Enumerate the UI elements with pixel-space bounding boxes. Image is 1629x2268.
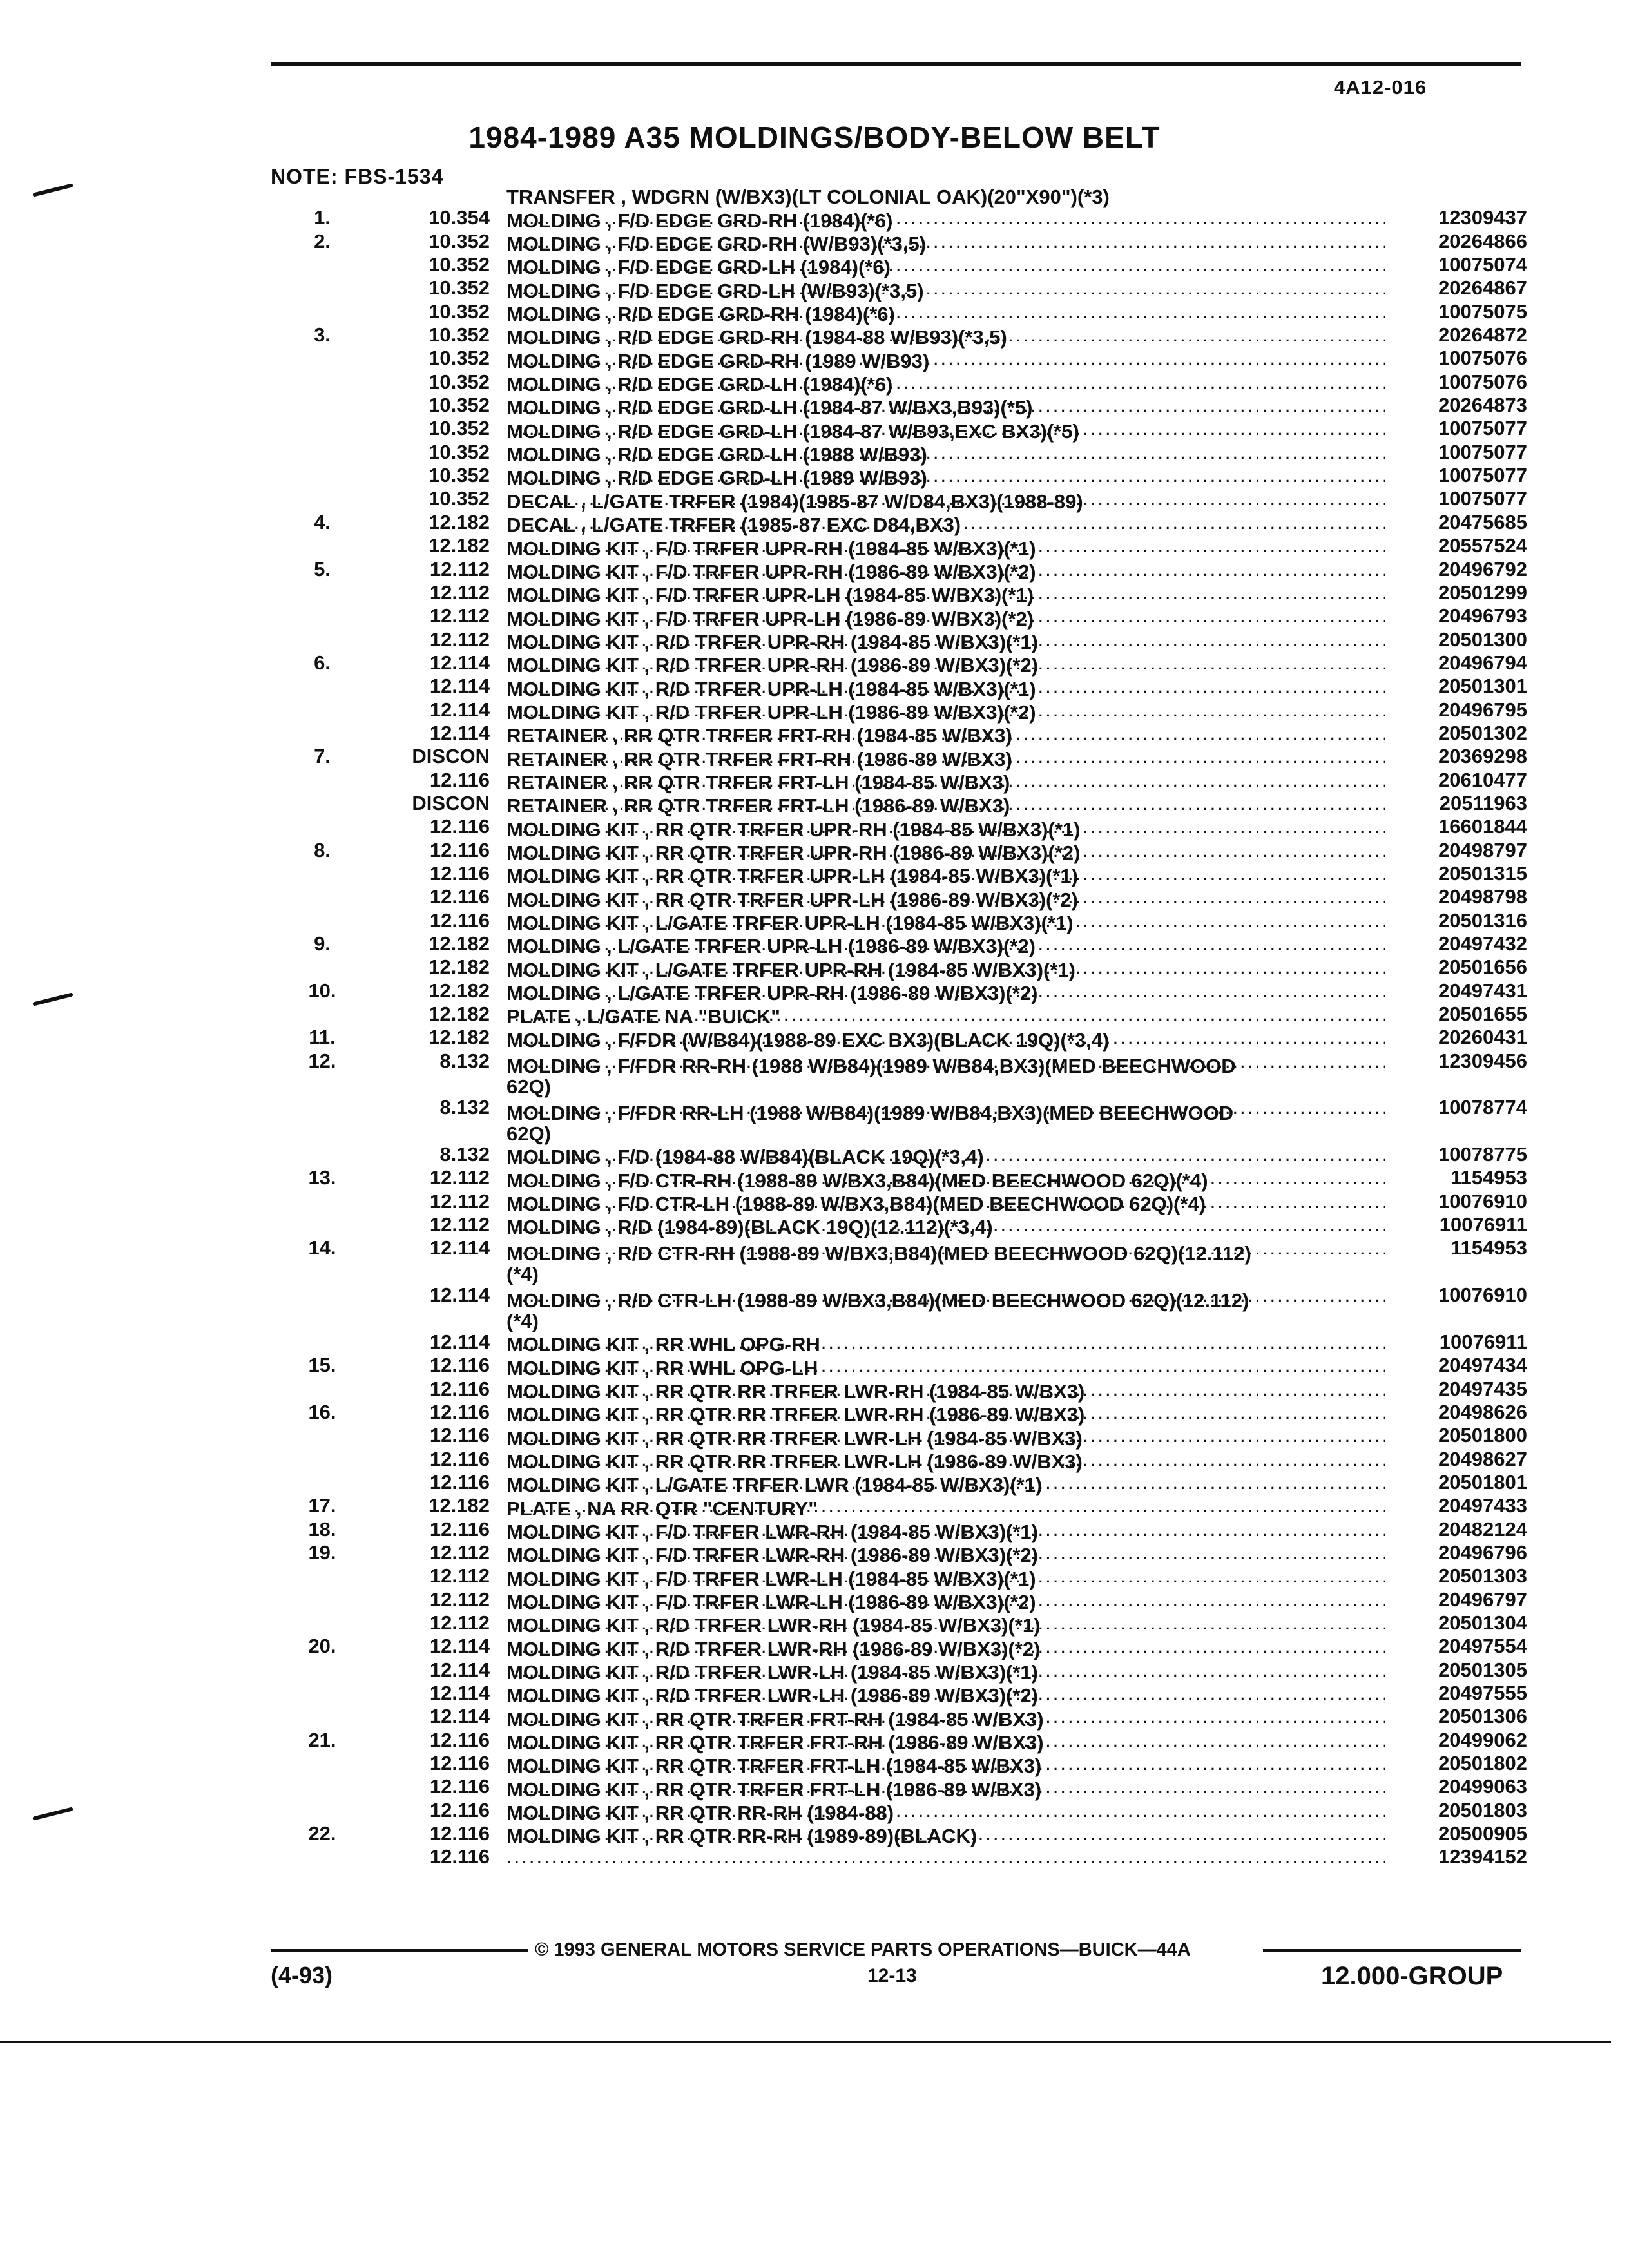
part-number: 20496794: [1438, 651, 1527, 674]
group-number: 12.116: [429, 1400, 490, 1423]
group-number: 10.352: [429, 300, 490, 323]
part-description: MOLDING KIT , RR QTR TRFER UPR-LH (1984-85 W/BX3)(*1) .....: [496, 866, 1385, 907]
item-number: 17.: [308, 1494, 336, 1517]
item-number: 2.: [314, 229, 331, 253]
group-number: 12.182: [429, 1026, 490, 1049]
part-description: MOLDING KIT , L/GATE TRFER LWR (1984-85 W/BX3)(*1) .....: [496, 1475, 1385, 1516]
group-number: 12.116: [429, 1798, 490, 1821]
group-number: 12.112: [429, 581, 490, 604]
group-number: 12.112: [429, 1166, 490, 1189]
part-description: MOLDING , R/D EDGE GRD-LH (1984-87 W/B93,EXC BX3)(*5) .....: [496, 421, 1385, 463]
part-number: 20501300: [1438, 628, 1527, 651]
part-description: MOLDING KIT , L/GATE TRFER UPR-RH (1984-85 W/BX3)(*1) .....: [496, 960, 1385, 1001]
group-number: 12.116: [429, 838, 490, 861]
part-description: MOLDING KIT , RR QTR TRFER UPR-LH (1986-89 W/BX3)(*2) .....: [496, 890, 1385, 931]
part-description: MOLDING , R/D CTR-RH (1988-89 W/BX3,B84)(MED BEECHWOOD 62Q)(12.112) (*4) .....: [496, 1244, 1385, 1305]
group-number: 12.116: [429, 1728, 490, 1751]
group-number: 8.132: [439, 1049, 490, 1072]
part-number: 20501803: [1438, 1798, 1527, 1821]
part-number: 10075074: [1438, 253, 1527, 276]
part-number: 10075077: [1438, 487, 1527, 510]
item-number: 14.: [308, 1236, 336, 1260]
group-number: 12.182: [429, 956, 490, 979]
part-description: PLATE , NA RR QTR "CENTURY" .....: [496, 1499, 1385, 1540]
part-description: MOLDING KIT , RR QTR RR TRFER LWR-LH (1986-89 W/BX3) .....: [496, 1452, 1385, 1493]
part-number: 20496797: [1438, 1588, 1527, 1611]
part-description: MOLDING KIT , F/D TRFER LWR-RH (1986-89 W/BX3)(*2) .....: [496, 1545, 1385, 1586]
bottom-scan-line: [0, 2041, 1611, 2043]
part-description: MOLDING KIT , RR QTR RR TRFER LWR-RH (1986-89 W/BX3) .....: [496, 1405, 1385, 1446]
part-description: MOLDING , F/FDR (W/B84)(1988-89 EXC BX3)(BLACK 19Q)(*3,4) .....: [496, 1030, 1385, 1072]
parts-list: [284, 187, 1527, 1869]
part-number: 20501801: [1438, 1470, 1527, 1494]
part-number: 20497554: [1438, 1635, 1527, 1658]
footer-page-number: 12-13: [867, 1965, 917, 1986]
part-number: 20264872: [1438, 323, 1527, 347]
part-description: MOLDING KIT , RR QTR RR-RH (1984-88) .....: [496, 1803, 1385, 1844]
part-description: MOLDING KIT , RR QTR TRFER FRT-RH (1986-89 W/BX3) .....: [496, 1733, 1385, 1774]
page-title: 1984-1989 A35 MOLDINGS/BODY-BELOW BELT: [468, 120, 1161, 154]
item-number: 7.: [314, 745, 331, 768]
part-description: MOLDING , F/D (1984-88 W/B84)(BLACK 19Q)(*3,4) .....: [496, 1147, 1385, 1188]
part-description: MOLDING KIT , RR QTR TRFER UPR-RH (1984-85 W/BX3)(*1) .....: [496, 820, 1385, 861]
part-description: MOLDING , F/D CTR-RH (1988-89 W/BX3,B84)(MED BEECHWOOD 62Q)(*4) .....: [496, 1171, 1385, 1212]
binder-mark-middle: [32, 992, 73, 1006]
part-number: 20482124: [1438, 1517, 1527, 1541]
part-description: MOLDING KIT , F/D TRFER UPR-LH (1986-89 W/BX3)(*2) .....: [496, 609, 1385, 650]
part-number: 10076911: [1439, 1213, 1527, 1236]
part-number: 20499062: [1438, 1728, 1527, 1751]
part-description: MOLDING , R/D EDGE GRD-RH (1984-88 W/B93)(*3,5) .....: [496, 327, 1385, 369]
part-number: 10076910: [1438, 1189, 1527, 1213]
top-rule: [271, 62, 1521, 66]
part-description: MOLDING KIT , RR WHL OPG-RH .....: [496, 1334, 1385, 1376]
group-number: 12.114: [429, 1705, 490, 1728]
group-number: 12.114: [429, 1236, 490, 1260]
part-number: 12309437: [1438, 206, 1527, 229]
group-number: 12.116: [429, 1354, 490, 1377]
part-description: MOLDING KIT , RR QTR TRFER UPR-RH (1986-89 W/BX3)(*2) .....: [496, 843, 1385, 884]
part-description: MOLDING KIT , RR QTR RR TRFER LWR-RH (1984-85 W/BX3) .....: [496, 1381, 1385, 1423]
part-number: 10075077: [1438, 464, 1527, 487]
part-description: MOLDING KIT , L/GATE TRFER UPR-LH (1984-85 W/BX3)(*1) .....: [496, 913, 1385, 954]
part-description: MOLDING , R/D EDGE GRD-RH (1984)(*6) .....: [496, 304, 1385, 345]
part-number: 20497435: [1438, 1377, 1527, 1400]
part-number: 20501303: [1438, 1564, 1527, 1588]
item-number: 12.: [308, 1049, 336, 1072]
group-number: 8.132: [439, 1096, 490, 1119]
item-number: 3.: [314, 323, 331, 347]
group-number: 10.352: [429, 370, 490, 393]
group-number: 10.352: [429, 229, 490, 253]
group-number: 12.112: [429, 1611, 490, 1634]
item-number: 13.: [308, 1166, 336, 1189]
part-number: 20496792: [1438, 557, 1527, 581]
item-number: 21.: [308, 1728, 336, 1751]
group-number: 12.112: [429, 557, 490, 581]
part-number: 20610477: [1438, 768, 1527, 791]
item-number: 10.: [308, 979, 336, 1002]
group-number: 12.116: [429, 861, 490, 885]
part-number: 20264873: [1438, 394, 1527, 417]
group-number: 12.112: [429, 1189, 490, 1213]
group-number: 12.182: [429, 979, 490, 1002]
part-number: 10076911: [1439, 1330, 1527, 1353]
group-number: 12.112: [429, 1588, 490, 1611]
footer-group: 12.000-GROUP: [1321, 1962, 1503, 1990]
part-description: MOLDING KIT , RR QTR TRFER FRT-LH (1984-85 W/BX3) .....: [496, 1756, 1385, 1797]
part-number: 20557524: [1438, 534, 1527, 557]
group-number: 12.114: [429, 1682, 490, 1704]
part-description: MOLDING , L/GATE TRFER UPR-LH (1986-89 W/BX3)(*2) .....: [496, 936, 1385, 977]
item-number: 16.: [308, 1400, 336, 1423]
group-number: 12.114: [429, 698, 490, 721]
part-description: MOLDING , R/D EDGE GRD-LH (1988 W/B93) .....: [496, 445, 1385, 486]
group-number: 12.112: [429, 604, 490, 628]
part-description: MOLDING , R/D EDGE GRD-LH (1984-87 W/BX3,B93)(*5) .....: [496, 398, 1385, 439]
group-number: 10.352: [429, 347, 490, 370]
item-number: 9.: [314, 932, 331, 955]
item-number: 11.: [309, 1026, 336, 1049]
group-number: 12.116: [429, 1470, 490, 1494]
group-number: 12.116: [429, 1775, 490, 1798]
part-description: MOLDING KIT , RR QTR TRFER FRT-LH (1986-89 W/BX3) .....: [496, 1780, 1385, 1821]
part-description: MOLDING , F/D EDGE GRD-RH (W/B93)(*3,5) .....: [496, 234, 1385, 275]
group-number: 12.112: [429, 1564, 490, 1588]
part-description: MOLDING , F/D EDGE GRD-LH (1984)(*6) .....: [496, 257, 1385, 298]
part-number: 20511963: [1439, 791, 1527, 814]
part-description: PLATE , L/GATE NA "BUICK" .....: [496, 1006, 1385, 1048]
group-number: 12.114: [429, 1635, 490, 1658]
group-number: 12.116: [429, 1752, 490, 1775]
part-number: 12309456: [1438, 1049, 1527, 1072]
group-number: DISCON: [412, 745, 490, 768]
group-number: 12.116: [429, 908, 490, 932]
group-number: 12.112: [429, 1541, 490, 1564]
item-number: 18.: [308, 1517, 336, 1541]
group-number: 12.182: [429, 510, 490, 533]
part-number: 20501800: [1438, 1424, 1527, 1447]
part-number: 20501305: [1438, 1658, 1527, 1681]
part-number: 1154953: [1451, 1236, 1527, 1260]
part-number: 12394152: [1438, 1845, 1527, 1869]
part-number: 20501299: [1438, 581, 1527, 604]
group-number: 12.114: [429, 1658, 490, 1681]
part-description: MOLDING KIT , R/D TRFER UPR-LH (1984-85 W/BX3)(*1) .....: [496, 679, 1385, 720]
item-number: 15.: [308, 1354, 336, 1377]
part-description: MOLDING , L/GATE TRFER UPR-RH (1986-89 W/BX3)(*2) .....: [496, 983, 1385, 1024]
part-number: 20497432: [1438, 932, 1527, 955]
group-number: DISCON: [412, 791, 490, 814]
item-number: 6.: [314, 651, 331, 674]
item-number: 8.: [314, 838, 331, 861]
part-number: 20498626: [1438, 1400, 1527, 1423]
group-number: 12.182: [429, 932, 490, 955]
part-number: 20497433: [1438, 1494, 1527, 1517]
part-description: MOLDING , F/FDR RR-LH (1988 W/B84)(1989 W/B84,BX3)(MED BEECHWOOD 62Q) .....: [496, 1103, 1385, 1165]
part-number: 20501304: [1438, 1611, 1527, 1634]
part-description: DECAL , L/GATE TRFER (1985-87 EXC D84,BX3) .....: [496, 515, 1385, 556]
part-description: MOLDING KIT , R/D TRFER UPR-RH (1986-89 W/BX3)(*2) .....: [496, 655, 1385, 697]
part-number: 20260431: [1438, 1026, 1527, 1049]
part-description: MOLDING KIT , F/D TRFER LWR-LH (1984-85 W/BX3)(*1) .....: [496, 1569, 1385, 1610]
part-description: MOLDING KIT , F/D TRFER LWR-RH (1984-85 W/BX3)(*1) .....: [496, 1522, 1385, 1563]
page-note: NOTE: FBS-1534: [271, 165, 444, 188]
part-number: 20499063: [1438, 1775, 1527, 1798]
part-number: 20497431: [1438, 979, 1527, 1002]
group-number: 10.352: [429, 394, 490, 417]
group-number: 12.182: [429, 534, 490, 557]
part-description: TRANSFER , WDGRN (W/BX3)(LT COLONIAL OAK)(20"X90")(*3) .....: [496, 187, 1385, 228]
part-number: 16601844: [1438, 815, 1527, 838]
part-description: MOLDING KIT , F/D TRFER UPR-LH (1984-85 W/BX3)(*1) .....: [496, 585, 1385, 626]
part-description: MOLDING KIT , R/D TRFER UPR-LH (1986-89 W/BX3)(*2) .....: [496, 702, 1385, 744]
part-number: 10075076: [1438, 347, 1527, 370]
group-number: 12.116: [429, 815, 490, 838]
page-code: 4A12-016: [1334, 76, 1427, 99]
group-number: 12.116: [429, 1424, 490, 1447]
part-number: 20498627: [1438, 1447, 1527, 1470]
part-description: MOLDING KIT , R/D TRFER LWR-RH (1984-85 W/BX3)(*1) .....: [496, 1615, 1385, 1657]
part-description: MOLDING KIT , RR QTR TRFER FRT-RH (1984-85 W/BX3) .....: [496, 1709, 1385, 1751]
part-number: 20501315: [1438, 861, 1527, 885]
part-number: 20496796: [1438, 1541, 1527, 1564]
group-number: 12.116: [429, 1517, 490, 1541]
part-description: RETAINER , RR QTR TRFER FRT-LH (1986-89 W/BX3) .....: [496, 796, 1385, 837]
part-description: DECAL , L/GATE TRFER (1984)(1985-87 W/D84,BX3)(1988-89) .....: [496, 492, 1385, 533]
group-number: 12.116: [429, 885, 490, 908]
group-number: 12.116: [429, 1822, 490, 1845]
part-description: MOLDING KIT , RR WHL OPG-LH .....: [496, 1358, 1385, 1399]
group-number: 12.114: [429, 675, 490, 698]
group-number: 10.352: [429, 323, 490, 347]
part-number: 20498798: [1438, 885, 1527, 908]
item-number: 22.: [308, 1822, 336, 1845]
group-number: 10.354: [429, 206, 490, 229]
part-description: RETAINER , RR QTR TRFER FRT-RH (1984-85 W/BX3) .....: [496, 726, 1385, 767]
part-description: MOLDING , F/D EDGE GRD-RH (1984)(*6) .....: [496, 211, 1385, 252]
part-description: MOLDING , F/D EDGE GRD-LH (W/B93)(*3,5) .....: [496, 281, 1385, 322]
part-number: 10076910: [1438, 1283, 1527, 1307]
group-number: 8.132: [439, 1143, 490, 1166]
part-number: 20497555: [1438, 1682, 1527, 1704]
group-number: 12.112: [429, 1213, 490, 1236]
part-number: 20501306: [1438, 1705, 1527, 1728]
part-description: MOLDING KIT , F/D TRFER LWR-LH (1986-89 W/BX3)(*2) .....: [496, 1592, 1385, 1633]
binder-mark-bottom: [32, 1807, 73, 1820]
part-number: 1154953: [1451, 1166, 1527, 1189]
part-number: 20501656: [1438, 956, 1527, 979]
group-number: 12.114: [429, 721, 490, 744]
part-number: 10075075: [1438, 300, 1527, 323]
group-number: 12.116: [429, 1377, 490, 1400]
part-description: MOLDING KIT , R/D TRFER LWR-LH (1984-85 W/BX3)(*1) .....: [496, 1662, 1385, 1704]
part-description: MOLDING , R/D CTR-LH (1988-89 W/BX3,B84)(MED BEECHWOOD 62Q)(12.112) (*4) .....: [496, 1291, 1385, 1352]
part-number: 20501302: [1438, 721, 1527, 744]
item-number: 4.: [314, 510, 331, 533]
part-number: 20475685: [1438, 510, 1527, 533]
group-number: 12.116: [429, 768, 490, 791]
part-description: MOLDING KIT , R/D TRFER UPR-RH (1984-85 W/BX3)(*1) .....: [496, 632, 1385, 673]
group-number: 10.352: [429, 276, 490, 300]
part-number: 20497434: [1438, 1354, 1527, 1377]
part-description: MOLDING , R/D EDGE GRD-LH (1984)(*6) .....: [496, 374, 1385, 416]
part-number: 20496793: [1438, 604, 1527, 628]
group-number: 12.182: [429, 1494, 490, 1517]
part-number: 10075076: [1438, 370, 1527, 393]
part-number: 20369298: [1438, 745, 1527, 768]
group-number: 12.182: [429, 1003, 490, 1026]
group-number: 12.116: [429, 1845, 490, 1869]
part-description: MOLDING KIT , R/D TRFER LWR-RH (1986-89 W/BX3)(*2) .....: [496, 1639, 1385, 1680]
footer-copyright: © 1993 GENERAL MOTORS SERVICE PARTS OPERATIONS—BUICK—44A: [535, 1939, 1191, 1960]
group-number: 12.114: [429, 1283, 490, 1307]
part-description: MOLDING , F/D CTR-LH (1988-89 W/BX3,B84)(MED BEECHWOOD 62Q)(*4) .....: [496, 1194, 1385, 1235]
group-number: 10.352: [429, 464, 490, 487]
part-number: 20500905: [1438, 1822, 1527, 1845]
part-description: MOLDING , R/D EDGE GRD-LH (1989 W/B93) .....: [496, 468, 1385, 509]
part-number: 20501802: [1438, 1752, 1527, 1775]
part-number: 20501301: [1438, 675, 1527, 698]
group-number: 12.114: [429, 1330, 490, 1353]
group-number: 12.116: [429, 1447, 490, 1470]
footer-rule-left: [271, 1949, 528, 1952]
part-number: 10078774: [1438, 1096, 1527, 1119]
item-number: 19.: [308, 1541, 336, 1564]
item-number: 5.: [314, 557, 331, 581]
part-description: RETAINER , RR QTR TRFER FRT-RH (1986-89 W/BX3) .....: [496, 749, 1385, 791]
item-number: 1.: [314, 206, 331, 229]
part-description: MOLDING KIT , RR QTR RR TRFER LWR-LH (1984-85 W/BX3) .....: [496, 1428, 1385, 1470]
group-number: 12.114: [429, 651, 490, 674]
group-number: 12.112: [429, 628, 490, 651]
footer-date: (4-93): [271, 1962, 333, 1988]
part-number: 10075077: [1438, 417, 1527, 440]
part-description: MOLDING KIT , F/D TRFER UPR-RH (1986-89 W/BX3)(*2) .....: [496, 562, 1385, 603]
item-number: 20.: [308, 1635, 336, 1658]
part-description: MOLDING KIT , R/D TRFER LWR-LH (1986-89 W/BX3)(*2) .....: [496, 1686, 1385, 1727]
part-number: 10078775: [1438, 1143, 1527, 1166]
part-description: MOLDING , R/D (1984-89)(BLACK 19Q)(12.112)(*3,4) .....: [496, 1217, 1385, 1258]
group-number: 10.352: [429, 487, 490, 510]
part-number: 20264866: [1438, 229, 1527, 253]
part-description: MOLDING KIT , RR QTR RR-RH (1989-89)(BLACK) .....: [496, 1826, 1385, 1867]
group-number: 10.352: [429, 440, 490, 463]
part-number: 20501655: [1438, 1003, 1527, 1026]
part-number: 20498797: [1438, 838, 1527, 861]
part-number: 20501316: [1438, 908, 1527, 932]
group-number: 10.352: [429, 253, 490, 276]
part-number: 20264867: [1438, 276, 1527, 300]
part-number: 10075077: [1438, 440, 1527, 463]
binder-mark-top: [32, 183, 73, 197]
footer-rule-right: [1263, 1949, 1521, 1952]
part-number: 20496795: [1438, 698, 1527, 721]
part-description: MOLDING , F/FDR RR-RH (1988 W/B84)(1989 W/B84,BX3)(MED BEECHWOOD 62Q) .....: [496, 1056, 1385, 1118]
part-description: MOLDING KIT , F/D TRFER UPR-RH (1984-85 W/BX3)(*1) .....: [496, 539, 1385, 580]
group-number: 10.352: [429, 417, 490, 440]
part-description: MOLDING , R/D EDGE GRD-RH (1989 W/B93) .....: [496, 351, 1385, 392]
part-description: RETAINER , RR QTR TRFER FRT-LH (1984-85 W/BX3) .....: [496, 773, 1385, 814]
